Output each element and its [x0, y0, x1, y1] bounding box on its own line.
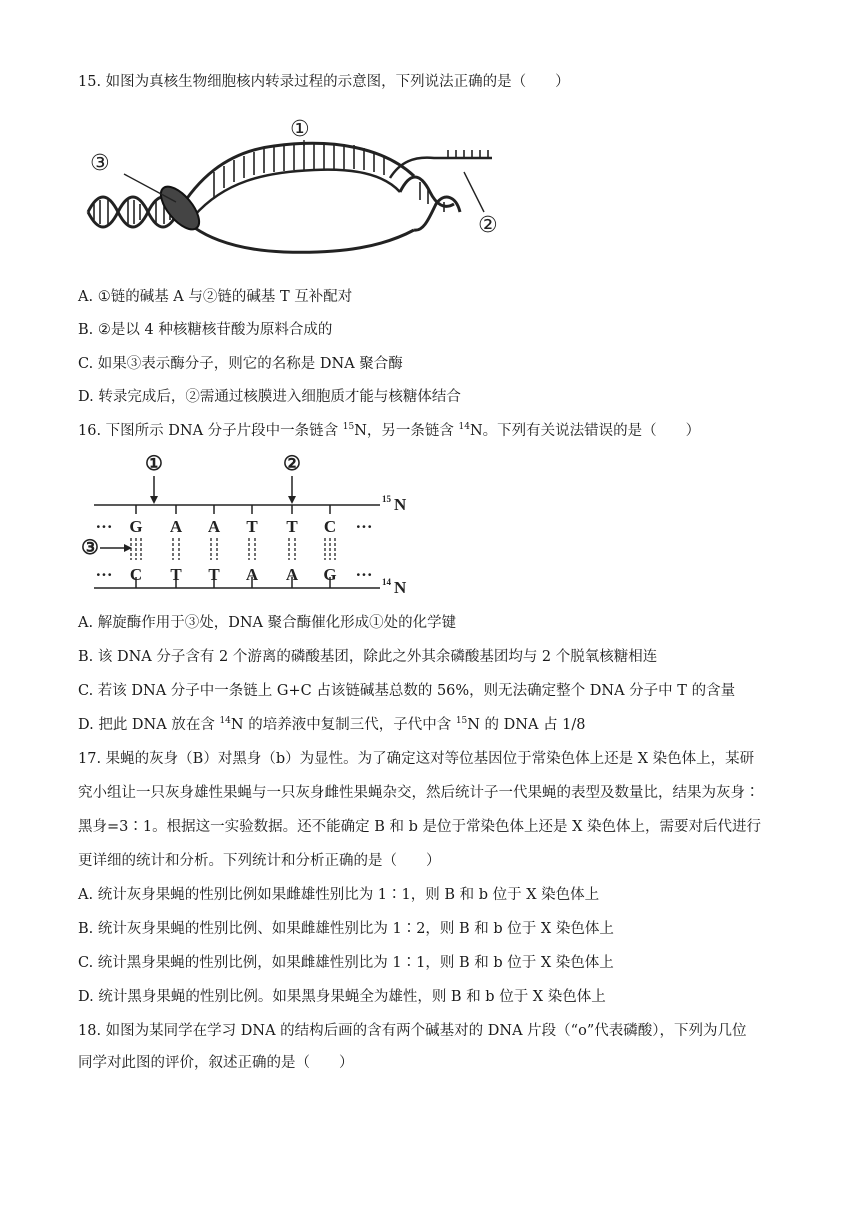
top-base: T: [286, 517, 298, 536]
q15-stem: 15. 如图为真核生物细胞核内转录过程的示意图，下列说法正确的是（ ）: [78, 74, 570, 90]
q17-stem-line: 17. 果蝇的灰身（B）对黑身（b）为显性。为了确定这对等位基因位于常染色体上还是 X 染色体上，某研: [78, 751, 755, 767]
label-2: ②: [283, 453, 301, 475]
bottom-strand-mass: 14: [382, 577, 391, 587]
top-base: C: [323, 517, 337, 536]
top-strand-mass: 15: [382, 494, 391, 504]
top-strand-element: N: [394, 495, 407, 514]
q17-option-a: A. 统计灰身果蝇的性别比例如果雌雄性别比为 1∶1，则 B 和 b 位于 X 染色体上: [78, 887, 600, 903]
bottom-base: G: [323, 565, 337, 584]
q16-option-b: B. 该 DNA 分子含有 2 个游离的磷酸基团，除此之外其余磷酸基团均与 2 个脱氧核糖相连: [78, 649, 658, 665]
top-base: A: [207, 517, 221, 536]
q15-option-a: A. ①链的碱基 A 与②链的碱基 T 互补配对: [78, 289, 353, 305]
q18-stem-line: 18. 如图为某同学在学习 DNA 的结构后画的含有两个碱基对的 DNA 片段（“o”代表磷酸），下列为几位: [78, 1023, 747, 1039]
q15-option-b: B. ②是以 4 种核糖核苷酸为原料合成的: [78, 322, 333, 338]
bottom-base: T: [208, 565, 220, 584]
top-ellipsis-right: ···: [355, 517, 373, 536]
q16-option-d: D. 把此 DNA 放在含 $^{14}$N 的培养液中复制三代，子代中含 $^{15}$N 的 DNA 占 1/8: [78, 716, 586, 733]
top-base: A: [169, 517, 183, 536]
q17-stem-line: 究小组让一只灰身雄性果蝇与一只灰身雌性果蝇杂交，然后统计子一代果蝇的表型及数量比，结果为灰身∶: [78, 785, 760, 801]
q16-stem: 16. 下图所示 DNA 分子片段中一条链含 $^{15}$N，另一条链含 $^{14}$N。下列有关说法错误的是（ ）: [78, 422, 701, 439]
top-base: G: [129, 517, 143, 536]
q17-option-c: C. 统计黑身果蝇的性别比例，如果雌雄性别比为 1∶1，则 B 和 b 位于 X 染色体上: [78, 955, 614, 971]
q17-option-b: B. 统计灰身果蝇的性别比例、如果雌雄性别比为 1∶2，则 B 和 b 位于 X 染色体上: [78, 921, 614, 937]
q16-option-a: A. 解旋酶作用于③处，DNA 聚合酶催化形成①处的化学键: [78, 615, 457, 631]
label-2: ②: [478, 213, 498, 238]
bottom-base: A: [285, 565, 299, 584]
q18-stem-line: 同学对此图的评价，叙述正确的是（ ）: [78, 1055, 354, 1071]
top-base: T: [246, 517, 258, 536]
label-3: ③: [90, 151, 110, 176]
label-1: ①: [145, 453, 163, 475]
q17-option-d: D. 统计黑身果蝇的性别比例。如果黑身果蝇全为雄性，则 B 和 b 位于 X 染色体上: [78, 989, 606, 1005]
dna-segment-diagram: [80, 452, 420, 600]
bottom-base: T: [170, 565, 182, 584]
label-3: ③: [81, 537, 99, 559]
bottom-base: A: [245, 565, 259, 584]
q17-stem-line: 黑身=3∶1。根据这一实验数据。还不能确定 B 和 b 是位于常染色体上还是 X 染色体上，需要对后代进行: [78, 819, 762, 835]
bottom-ellipsis-right: ···: [355, 565, 373, 584]
transcription-diagram: [84, 112, 524, 272]
q17-stem-line: 更详细的统计和分析。下列统计和分析正确的是（ ）: [78, 853, 441, 869]
q16-option-c: C. 若该 DNA 分子中一条链上 G+C 占该链碱基总数的 56%，则无法确定整个 DNA 分子中 T 的含量: [78, 683, 736, 699]
top-ellipsis-left: ···: [95, 517, 113, 536]
q15-option-d: D. 转录完成后，②需通过核膜进入细胞质才能与核糖体结合: [78, 389, 461, 405]
bottom-ellipsis-left: ···: [95, 565, 113, 584]
q15-option-c: C. 如果③表示酶分子，则它的名称是 DNA 聚合酶: [78, 356, 403, 372]
bottom-base: C: [129, 565, 143, 584]
bottom-strand-element: N: [394, 578, 407, 597]
label-1: ①: [290, 117, 310, 142]
